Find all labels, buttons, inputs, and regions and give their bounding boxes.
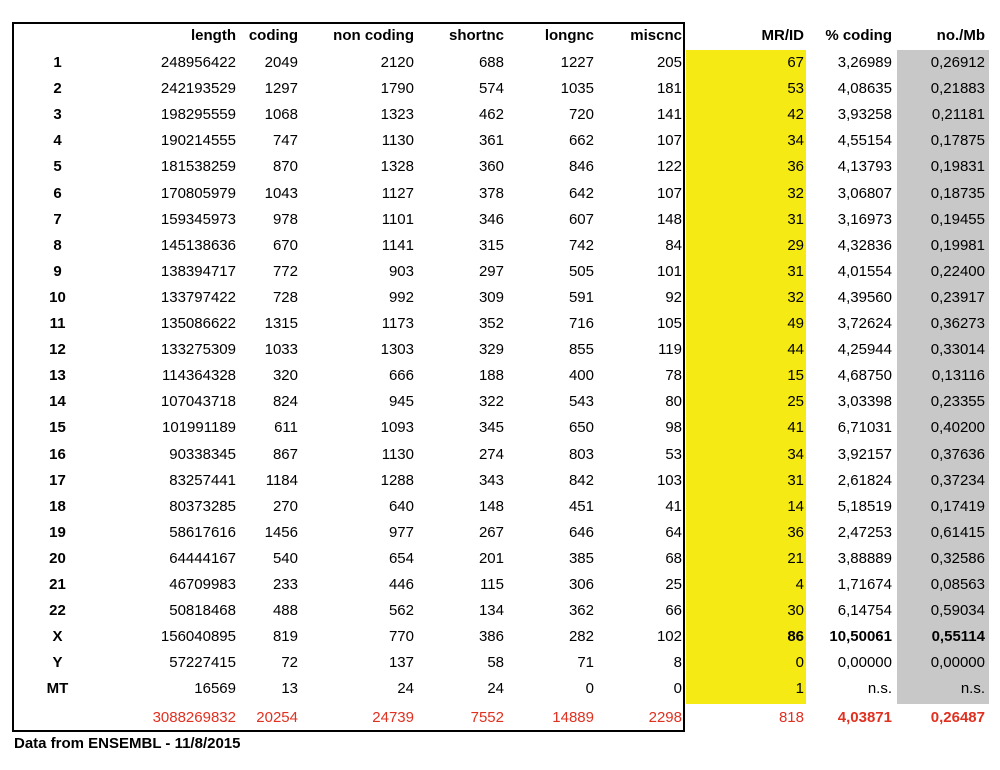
cell-coding: 1297 xyxy=(264,80,298,98)
cell-no-per-mb: 0,37234 xyxy=(930,471,985,489)
cell-shortnc: 115 xyxy=(480,576,504,593)
cell-coding: 488 xyxy=(272,602,298,620)
cell-length: 50818468 xyxy=(169,602,236,620)
cell-mr-id: 44 xyxy=(787,341,804,359)
cell-mr-id: 86 xyxy=(787,628,804,646)
cell-no-per-mb: 0,21181 xyxy=(931,106,985,124)
cell-percent-coding: 3,26989 xyxy=(837,54,892,71)
cell-longnc: 0 xyxy=(585,680,594,698)
table-row xyxy=(0,546,1000,572)
cell-mr-id: 25 xyxy=(787,393,804,411)
cell-mr-id: 818 xyxy=(778,709,804,726)
cell-shortnc: 274 xyxy=(478,445,504,463)
cell-non-coding: 562 xyxy=(388,602,414,620)
cell-percent-coding: 3,03398 xyxy=(837,393,892,411)
cell-no-per-mb: 0,21883 xyxy=(930,80,985,98)
cell-chromosome: 5 xyxy=(53,158,62,176)
cell-non-coding: 24739 xyxy=(372,709,414,726)
cell-mr-id: 31 xyxy=(787,471,804,489)
cell-coding: 13 xyxy=(281,680,298,698)
cell-chromosome: 6 xyxy=(53,184,62,202)
cell-length: 80373285 xyxy=(169,497,236,515)
cell-miscnc: 92 xyxy=(665,288,682,306)
cell-percent-coding: 3,06807 xyxy=(837,184,892,202)
cell-miscnc: 84 xyxy=(665,236,682,254)
cell-longnc: 646 xyxy=(568,523,594,541)
cell-miscnc: 102 xyxy=(656,628,682,646)
cell-non-coding: 2120 xyxy=(380,54,414,71)
cell-non-coding: 654 xyxy=(388,549,414,567)
cell-no-per-mb: 0,19981 xyxy=(930,236,985,254)
cell-longnc: 385 xyxy=(568,549,594,567)
cell-longnc: 716 xyxy=(568,315,594,332)
cell-shortnc: 688 xyxy=(478,54,504,71)
cell-length: 190214555 xyxy=(160,132,236,150)
table-row xyxy=(0,259,1000,285)
table-row xyxy=(0,624,1000,650)
cell-non-coding: 1130 xyxy=(381,445,414,463)
cell-chromosome: X xyxy=(52,628,63,646)
cell-length: 107043718 xyxy=(160,393,236,411)
cell-coding: 1315 xyxy=(264,315,298,332)
cell-longnc: 720 xyxy=(568,106,594,124)
cell-longnc: 591 xyxy=(568,288,594,306)
cell-coding: 320 xyxy=(272,367,298,385)
cell-no-per-mb: 0,36273 xyxy=(930,315,985,332)
cell-mr-id: 21 xyxy=(787,549,804,567)
cell-shortnc: 201 xyxy=(478,549,504,567)
table-row xyxy=(0,650,1000,676)
cell-percent-coding: 1,71674 xyxy=(837,576,892,593)
cell-mr-id: 34 xyxy=(787,445,804,463)
cell-longnc: 543 xyxy=(568,393,594,411)
cell-percent-coding: 4,13793 xyxy=(837,158,892,176)
cell-longnc: 1035 xyxy=(560,80,594,98)
cell-mr-id: 53 xyxy=(787,80,804,98)
cell-shortnc: 24 xyxy=(487,680,504,698)
cell-longnc: 842 xyxy=(568,471,594,489)
cell-length: 138394717 xyxy=(160,262,236,280)
cell-shortnc: 58 xyxy=(487,654,504,672)
cell-length: 159345973 xyxy=(160,210,236,228)
cell-percent-coding: 4,08635 xyxy=(837,80,892,98)
cell-miscnc: 141 xyxy=(656,106,682,124)
cell-miscnc: 68 xyxy=(665,549,682,567)
cell-miscnc: 78 xyxy=(665,367,682,385)
cell-percent-coding: 2,47253 xyxy=(837,523,892,541)
cell-mr-id: 32 xyxy=(787,288,804,306)
cell-chromosome: 13 xyxy=(49,367,66,385)
cell-no-per-mb: 0,61415 xyxy=(930,523,985,541)
cell-length: 145138636 xyxy=(160,236,236,254)
cell-mr-id: 49 xyxy=(787,315,804,332)
cell-length: 170805979 xyxy=(160,184,236,202)
cell-non-coding: 1101 xyxy=(381,210,414,228)
cell-longnc: 400 xyxy=(568,367,594,385)
cell-percent-coding: 4,32836 xyxy=(837,236,892,254)
cell-non-coding: 640 xyxy=(388,497,414,515)
cell-no-per-mb: 0,19831 xyxy=(930,158,985,176)
header-mr-id: MR/ID xyxy=(761,27,804,44)
cell-mr-id: 30 xyxy=(787,602,804,620)
cell-length: 90338345 xyxy=(169,445,236,463)
cell-longnc: 662 xyxy=(568,132,594,150)
cell-coding: 772 xyxy=(272,262,298,280)
cell-length: 83257441 xyxy=(169,471,236,489)
cell-mr-id: 41 xyxy=(787,419,804,437)
cell-no-per-mb: 0,17875 xyxy=(930,132,985,150)
cell-shortnc: 378 xyxy=(478,184,504,202)
cell-longnc: 71 xyxy=(577,654,594,672)
cell-coding: 1043 xyxy=(264,184,298,202)
cell-percent-coding: 4,39560 xyxy=(837,288,892,306)
cell-mr-id: 1 xyxy=(795,680,804,698)
header-chromosome xyxy=(20,23,95,49)
table-row xyxy=(0,363,1000,389)
cell-chromosome: 14 xyxy=(49,393,66,411)
cell-coding: 270 xyxy=(272,497,298,515)
cell-shortnc: 267 xyxy=(478,523,504,541)
cell-mr-id: 4 xyxy=(795,576,804,593)
table-row xyxy=(0,442,1000,468)
cell-chromosome: 8 xyxy=(53,236,62,254)
cell-chromosome: 16 xyxy=(49,445,66,463)
cell-shortnc: 343 xyxy=(478,471,504,489)
cell-percent-coding: 4,55154 xyxy=(837,132,892,150)
cell-mr-id: 67 xyxy=(787,54,804,71)
cell-chromosome: 10 xyxy=(49,288,66,306)
cell-mr-id: 36 xyxy=(787,523,804,541)
cell-percent-coding: 3,16973 xyxy=(837,210,892,228)
cell-no-per-mb: 0,33014 xyxy=(930,341,985,359)
cell-miscnc: 122 xyxy=(656,158,682,176)
cell-chromosome: 22 xyxy=(49,602,66,620)
cell-shortnc: 360 xyxy=(478,158,504,176)
table-row xyxy=(0,572,1000,598)
cell-chromosome: MT xyxy=(46,680,69,698)
cell-coding: 20254 xyxy=(256,709,298,726)
cell-chromosome: 17 xyxy=(49,471,66,489)
cell-mr-id: 14 xyxy=(787,497,804,515)
cell-shortnc: 361 xyxy=(478,132,504,150)
cell-no-per-mb: 0,59034 xyxy=(930,602,985,620)
cell-percent-coding: 3,92157 xyxy=(837,445,892,463)
cell-no-per-mb: 0,13116 xyxy=(931,367,985,385)
cell-chromosome: 19 xyxy=(49,523,66,541)
cell-miscnc: 107 xyxy=(656,184,682,202)
cell-coding: 728 xyxy=(272,288,298,306)
cell-shortnc: 315 xyxy=(478,236,504,254)
totals-row xyxy=(0,705,1000,731)
cell-shortnc: 309 xyxy=(478,288,504,306)
cell-coding: 72 xyxy=(281,654,298,672)
cell-no-per-mb: 0,23917 xyxy=(930,288,985,306)
cell-shortnc: 7552 xyxy=(470,709,504,726)
cell-length: 16569 xyxy=(194,680,236,698)
cell-non-coding: 1303 xyxy=(380,341,414,359)
cell-chromosome: 11 xyxy=(49,315,66,332)
cell-coding: 540 xyxy=(272,549,298,567)
cell-coding: 611 xyxy=(274,419,298,437)
cell-miscnc: 181 xyxy=(656,80,682,98)
cell-percent-coding: 3,93258 xyxy=(837,106,892,124)
cell-miscnc: 64 xyxy=(665,523,682,541)
cell-chromosome: 1 xyxy=(53,54,62,71)
cell-miscnc: 101 xyxy=(656,262,682,280)
cell-percent-coding: 6,14754 xyxy=(837,602,892,620)
cell-length: 181538259 xyxy=(160,158,236,176)
cell-longnc: 742 xyxy=(568,236,594,254)
cell-chromosome: 21 xyxy=(49,576,66,593)
cell-percent-coding: 2,61824 xyxy=(837,471,892,489)
cell-coding: 1033 xyxy=(264,341,298,359)
cell-shortnc: 148 xyxy=(478,497,504,515)
table-row xyxy=(0,76,1000,102)
cell-no-per-mb: 0,32586 xyxy=(930,549,985,567)
cell-longnc: 1227 xyxy=(560,54,594,71)
cell-longnc: 855 xyxy=(568,341,594,359)
cell-length: 101991189 xyxy=(162,419,236,437)
cell-longnc: 803 xyxy=(568,445,594,463)
source-note: Data from ENSEMBL - 11/8/2015 xyxy=(14,735,241,752)
cell-length: 248956422 xyxy=(160,54,236,71)
cell-coding: 233 xyxy=(272,576,298,593)
cell-coding: 670 xyxy=(272,236,298,254)
cell-no-per-mb: 0,08563 xyxy=(930,576,985,593)
cell-shortnc: 322 xyxy=(478,393,504,411)
cell-non-coding: 1141 xyxy=(381,236,414,254)
cell-no-per-mb: 0,17419 xyxy=(930,497,985,515)
cell-percent-coding: 3,72624 xyxy=(837,315,892,332)
cell-chromosome xyxy=(20,705,95,731)
cell-percent-coding: 4,01554 xyxy=(837,262,892,280)
cell-coding: 1456 xyxy=(264,523,298,541)
cell-longnc: 505 xyxy=(568,262,594,280)
table-row xyxy=(0,598,1000,624)
cell-percent-coding: 10,50061 xyxy=(829,628,892,646)
cell-shortnc: 386 xyxy=(478,628,504,646)
header-shortnc: shortnc xyxy=(448,27,504,44)
cell-miscnc: 103 xyxy=(656,471,682,489)
cell-longnc: 306 xyxy=(568,576,594,593)
cell-miscnc: 0 xyxy=(673,680,682,698)
cell-length: 133275309 xyxy=(160,341,236,359)
cell-no-per-mb: 0,26912 xyxy=(930,54,985,71)
cell-length: 64444167 xyxy=(169,549,236,567)
cell-mr-id: 0 xyxy=(795,654,804,672)
cell-no-per-mb: 0,40200 xyxy=(930,419,985,437)
cell-chromosome: 18 xyxy=(49,497,66,515)
cell-miscnc: 205 xyxy=(656,54,682,71)
cell-non-coding: 770 xyxy=(388,628,414,646)
cell-shortnc: 352 xyxy=(478,315,504,332)
cell-percent-coding: 4,03871 xyxy=(837,709,892,726)
cell-non-coding: 1093 xyxy=(380,419,414,437)
table-row xyxy=(0,154,1000,180)
cell-longnc: 650 xyxy=(568,419,594,437)
cell-miscnc: 148 xyxy=(656,210,682,228)
header-non-coding: non coding xyxy=(333,27,414,44)
cell-non-coding: 945 xyxy=(388,393,414,411)
cell-longnc: 642 xyxy=(568,184,594,202)
table-row xyxy=(0,50,1000,76)
cell-miscnc: 80 xyxy=(665,393,682,411)
table-row xyxy=(0,207,1000,233)
cell-non-coding: 992 xyxy=(388,288,414,306)
cell-miscnc: 25 xyxy=(665,576,682,593)
cell-longnc: 282 xyxy=(568,628,594,646)
cell-mr-id: 36 xyxy=(787,158,804,176)
cell-miscnc: 66 xyxy=(665,602,682,620)
cell-no-per-mb: 0,37636 xyxy=(930,445,985,463)
cell-shortnc: 574 xyxy=(478,80,504,98)
cell-non-coding: 1328 xyxy=(380,158,414,176)
cell-miscnc: 8 xyxy=(673,654,682,672)
cell-chromosome: 20 xyxy=(49,549,66,567)
cell-chromosome: 2 xyxy=(53,80,62,98)
cell-percent-coding: n.s. xyxy=(867,680,892,698)
cell-length: 46709983 xyxy=(169,576,236,593)
cell-non-coding: 1130 xyxy=(381,132,414,150)
cell-miscnc: 53 xyxy=(665,445,682,463)
cell-shortnc: 346 xyxy=(478,210,504,228)
cell-length: 135086622 xyxy=(160,315,236,332)
cell-non-coding: 903 xyxy=(388,262,414,280)
cell-length: 156040895 xyxy=(160,628,236,646)
cell-coding: 819 xyxy=(272,628,298,646)
cell-coding: 978 xyxy=(272,210,298,228)
table-row xyxy=(0,311,1000,337)
cell-non-coding: 24 xyxy=(397,680,414,698)
cell-non-coding: 666 xyxy=(388,367,414,385)
cell-length: 58617616 xyxy=(169,523,236,541)
cell-shortnc: 462 xyxy=(478,106,504,124)
header-row xyxy=(0,23,1000,49)
table-row xyxy=(0,181,1000,207)
table-row xyxy=(0,676,1000,702)
table-row xyxy=(0,389,1000,415)
cell-coding: 1184 xyxy=(265,471,298,489)
cell-percent-coding: 4,68750 xyxy=(837,367,892,385)
cell-no-per-mb: 0,55114 xyxy=(931,628,985,646)
cell-no-per-mb: 0,19455 xyxy=(930,210,985,228)
header-miscnc: miscnc xyxy=(630,27,682,44)
cell-chromosome: 9 xyxy=(53,262,62,280)
cell-coding: 2049 xyxy=(264,54,298,71)
cell-coding: 824 xyxy=(272,393,298,411)
cell-no-per-mb: 0,23355 xyxy=(930,393,985,411)
cell-no-per-mb: 0,22400 xyxy=(930,262,985,280)
header-percent-coding: % coding xyxy=(825,27,892,44)
cell-percent-coding: 4,25944 xyxy=(837,341,892,359)
cell-miscnc: 98 xyxy=(665,419,682,437)
cell-non-coding: 977 xyxy=(388,523,414,541)
cell-percent-coding: 3,88889 xyxy=(837,549,892,567)
cell-miscnc: 2298 xyxy=(648,709,682,726)
cell-length: 57227415 xyxy=(169,654,236,672)
header-length: length xyxy=(191,27,236,44)
cell-non-coding: 1790 xyxy=(380,80,414,98)
table-row xyxy=(0,102,1000,128)
cell-longnc: 14889 xyxy=(552,709,594,726)
cell-non-coding: 1323 xyxy=(380,106,414,124)
cell-mr-id: 42 xyxy=(787,106,804,124)
cell-no-per-mb: 0,18735 xyxy=(930,184,985,202)
cell-no-per-mb: n.s. xyxy=(960,680,985,698)
cell-coding: 747 xyxy=(272,132,298,150)
cell-non-coding: 446 xyxy=(388,576,414,593)
cell-miscnc: 107 xyxy=(656,132,682,150)
cell-chromosome: 15 xyxy=(49,419,66,437)
cell-non-coding: 1127 xyxy=(381,184,414,202)
cell-shortnc: 329 xyxy=(478,341,504,359)
cell-shortnc: 134 xyxy=(478,602,504,620)
cell-longnc: 451 xyxy=(568,497,594,515)
table-row xyxy=(0,468,1000,494)
cell-miscnc: 41 xyxy=(665,497,682,515)
cell-chromosome: 3 xyxy=(53,106,62,124)
cell-mr-id: 34 xyxy=(787,132,804,150)
cell-coding: 870 xyxy=(272,158,298,176)
header-no-per-mb: no./Mb xyxy=(936,27,985,44)
cell-length: 133797422 xyxy=(160,288,236,306)
cell-chromosome: 7 xyxy=(53,210,62,228)
table-row xyxy=(0,337,1000,363)
cell-mr-id: 31 xyxy=(787,210,804,228)
cell-coding: 867 xyxy=(272,445,298,463)
cell-shortnc: 297 xyxy=(478,262,504,280)
cell-shortnc: 188 xyxy=(478,367,504,385)
cell-percent-coding: 0,00000 xyxy=(837,654,892,672)
cell-no-per-mb: 0,26487 xyxy=(930,709,985,726)
cell-chromosome: 4 xyxy=(53,132,62,150)
cell-miscnc: 119 xyxy=(658,341,682,359)
cell-chromosome: Y xyxy=(52,654,63,672)
cell-non-coding: 1288 xyxy=(380,471,414,489)
cell-miscnc: 105 xyxy=(656,315,682,332)
cell-shortnc: 345 xyxy=(478,419,504,437)
cell-mr-id: 15 xyxy=(787,367,804,385)
cell-mr-id: 29 xyxy=(787,236,804,254)
table-row xyxy=(0,520,1000,546)
table-row xyxy=(0,128,1000,154)
cell-length: 242193529 xyxy=(160,80,236,98)
table-row xyxy=(0,415,1000,441)
cell-mr-id: 31 xyxy=(787,262,804,280)
cell-non-coding: 1173 xyxy=(381,315,414,332)
header-longnc: longnc xyxy=(544,27,594,44)
table-row xyxy=(0,494,1000,520)
cell-no-per-mb: 0,00000 xyxy=(930,654,985,672)
cell-coding: 1068 xyxy=(264,106,298,124)
cell-chromosome: 12 xyxy=(49,341,66,359)
cell-longnc: 362 xyxy=(568,602,594,620)
cell-non-coding: 137 xyxy=(388,654,414,672)
table-row xyxy=(0,285,1000,311)
cell-length: 3088269832 xyxy=(152,709,236,726)
cell-longnc: 607 xyxy=(568,210,594,228)
cell-length: 114364328 xyxy=(162,367,236,385)
cell-longnc: 846 xyxy=(568,158,594,176)
cell-mr-id: 32 xyxy=(787,184,804,202)
cell-percent-coding: 5,18519 xyxy=(837,497,892,515)
header-coding: coding xyxy=(248,27,298,44)
cell-length: 198295559 xyxy=(160,106,236,124)
table-row xyxy=(0,233,1000,259)
cell-percent-coding: 6,71031 xyxy=(837,419,892,437)
